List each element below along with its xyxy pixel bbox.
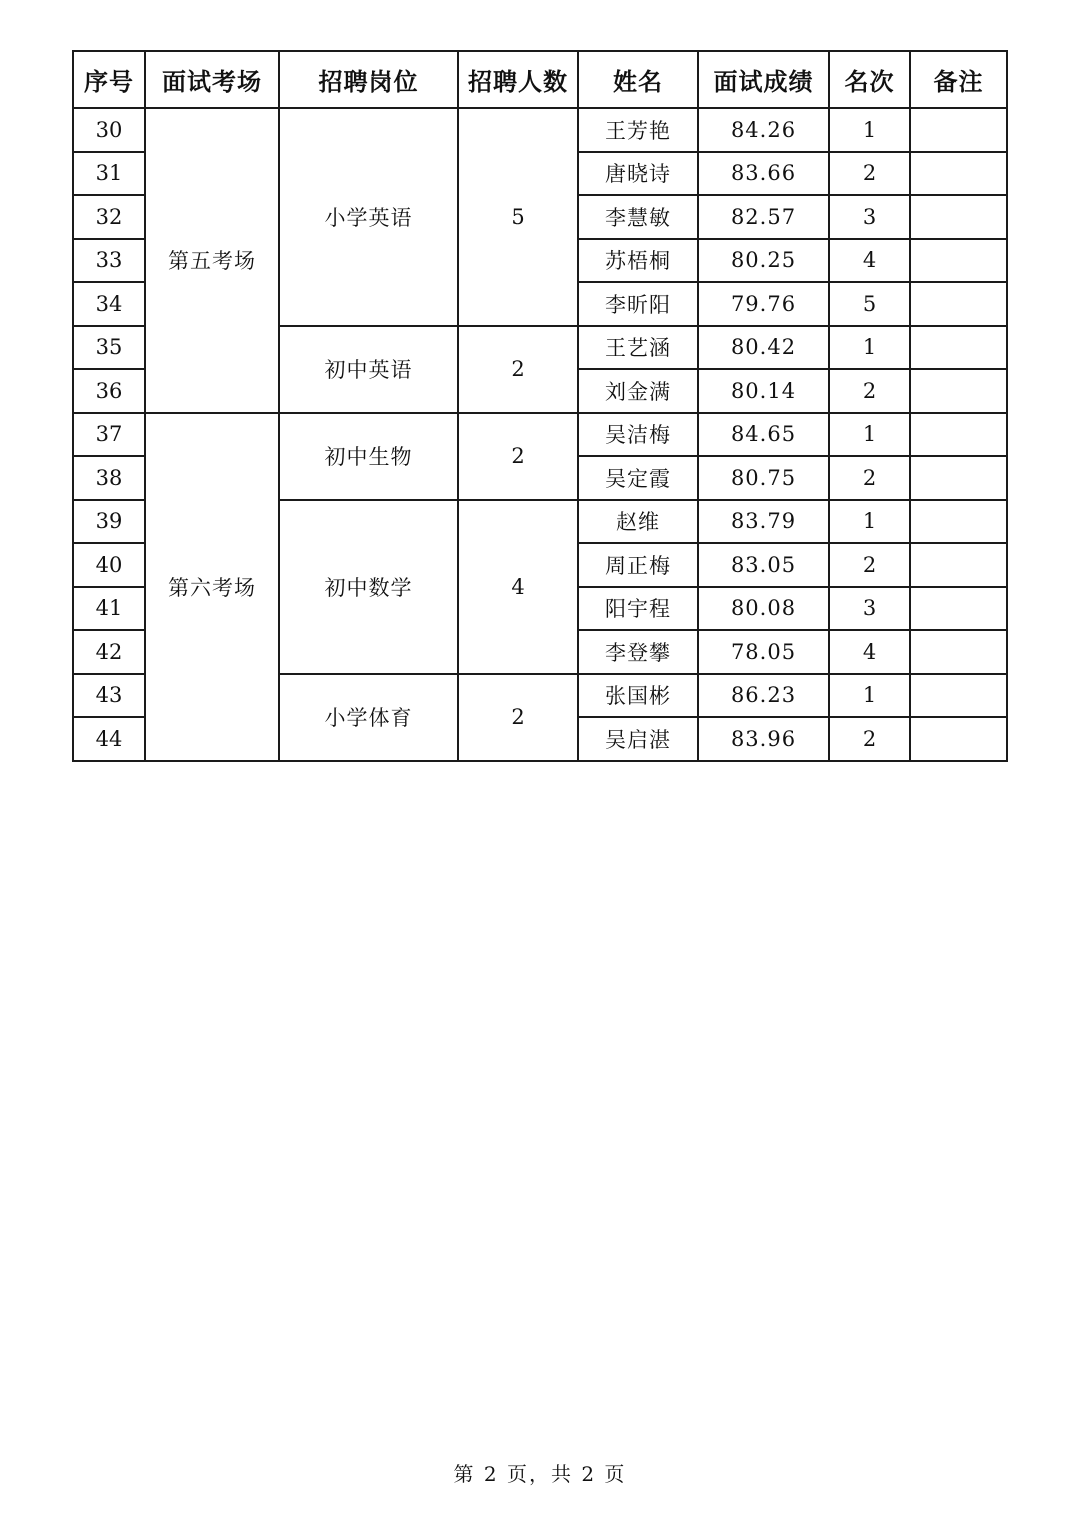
seq-cell: 42: [73, 630, 145, 674]
rank-cell: 2: [829, 456, 910, 500]
note-cell: [910, 239, 1007, 283]
note-cell: [910, 717, 1007, 761]
rank-cell: 2: [829, 369, 910, 413]
note-cell: [910, 456, 1007, 500]
score-cell: 80.08: [698, 587, 829, 631]
name-cell: 张国彬: [578, 674, 698, 718]
name-cell: 刘金满: [578, 369, 698, 413]
name-cell: 唐晓诗: [578, 152, 698, 196]
venue-cell: 第五考场: [145, 108, 279, 413]
name-cell: 李慧敏: [578, 195, 698, 239]
score-cell: 84.65: [698, 413, 829, 457]
note-cell: [910, 587, 1007, 631]
seq-cell: 30: [73, 108, 145, 152]
seq-cell: 32: [73, 195, 145, 239]
rank-cell: 1: [829, 326, 910, 370]
rank-cell: 1: [829, 674, 910, 718]
score-cell: 84.26: [698, 108, 829, 152]
rank-cell: 2: [829, 152, 910, 196]
table-row: [73, 108, 1007, 152]
rank-cell: 5: [829, 282, 910, 326]
seq-cell: 35: [73, 326, 145, 370]
score-cell: 80.25: [698, 239, 829, 283]
table-row: [73, 413, 1007, 457]
seq-cell: 34: [73, 282, 145, 326]
seq-cell: 44: [73, 717, 145, 761]
header-venue: 面试考场: [145, 51, 279, 108]
post-cell: 小学体育: [279, 674, 458, 761]
seq-cell: 38: [73, 456, 145, 500]
header-name: 姓名: [578, 51, 698, 108]
header-seq: 序号: [73, 51, 145, 108]
post-cell: 初中英语: [279, 326, 458, 413]
name-cell: 吴启湛: [578, 717, 698, 761]
name-cell: 赵维: [578, 500, 698, 544]
venue-cell: 第六考场: [145, 413, 279, 761]
score-cell: 80.42: [698, 326, 829, 370]
name-cell: 吴洁梅: [578, 413, 698, 457]
score-cell: 82.57: [698, 195, 829, 239]
note-cell: [910, 630, 1007, 674]
name-cell: 王艺涵: [578, 326, 698, 370]
seq-cell: 40: [73, 543, 145, 587]
seq-cell: 33: [73, 239, 145, 283]
post-cell: 小学英语: [279, 108, 458, 326]
note-cell: [910, 674, 1007, 718]
name-cell: 王芳艳: [578, 108, 698, 152]
note-cell: [910, 282, 1007, 326]
name-cell: 吴定霞: [578, 456, 698, 500]
seq-cell: 31: [73, 152, 145, 196]
seq-cell: 37: [73, 413, 145, 457]
score-cell: 83.79: [698, 500, 829, 544]
score-cell: 83.05: [698, 543, 829, 587]
score-cell: 86.23: [698, 674, 829, 718]
count-cell: 2: [458, 674, 578, 761]
rank-cell: 2: [829, 717, 910, 761]
header-score: 面试成绩: [698, 51, 829, 108]
count-cell: 2: [458, 413, 578, 500]
header-rank: 名次: [829, 51, 910, 108]
rank-cell: 2: [829, 543, 910, 587]
header-count: 招聘人数: [458, 51, 578, 108]
name-cell: 阳宇程: [578, 587, 698, 631]
rank-cell: 3: [829, 195, 910, 239]
note-cell: [910, 500, 1007, 544]
note-cell: [910, 369, 1007, 413]
interview-results-table: [72, 50, 1008, 762]
rank-cell: 4: [829, 239, 910, 283]
name-cell: 周正梅: [578, 543, 698, 587]
seq-cell: 41: [73, 587, 145, 631]
post-cell: 初中生物: [279, 413, 458, 500]
note-cell: [910, 108, 1007, 152]
rank-cell: 4: [829, 630, 910, 674]
note-cell: [910, 543, 1007, 587]
count-cell: 4: [458, 500, 578, 674]
rank-cell: 1: [829, 108, 910, 152]
header-note: 备注: [910, 51, 1007, 108]
seq-cell: 43: [73, 674, 145, 718]
note-cell: [910, 152, 1007, 196]
score-cell: 83.96: [698, 717, 829, 761]
rank-cell: 3: [829, 587, 910, 631]
note-cell: [910, 413, 1007, 457]
score-cell: 80.75: [698, 456, 829, 500]
page-footer: 第 2 页，共 2 页: [453, 1462, 627, 1486]
count-cell: 5: [458, 108, 578, 326]
seq-cell: 39: [73, 500, 145, 544]
score-cell: 83.66: [698, 152, 829, 196]
name-cell: 李昕阳: [578, 282, 698, 326]
note-cell: [910, 195, 1007, 239]
name-cell: 苏梧桐: [578, 239, 698, 283]
post-cell: 初中数学: [279, 500, 458, 674]
rank-cell: 1: [829, 413, 910, 457]
score-cell: 79.76: [698, 282, 829, 326]
score-cell: 78.05: [698, 630, 829, 674]
score-cell: 80.14: [698, 369, 829, 413]
seq-cell: 36: [73, 369, 145, 413]
count-cell: 2: [458, 326, 578, 413]
rank-cell: 1: [829, 500, 910, 544]
header-row: [73, 51, 1007, 108]
name-cell: 李登攀: [578, 630, 698, 674]
note-cell: [910, 326, 1007, 370]
header-post: 招聘岗位: [279, 51, 458, 108]
